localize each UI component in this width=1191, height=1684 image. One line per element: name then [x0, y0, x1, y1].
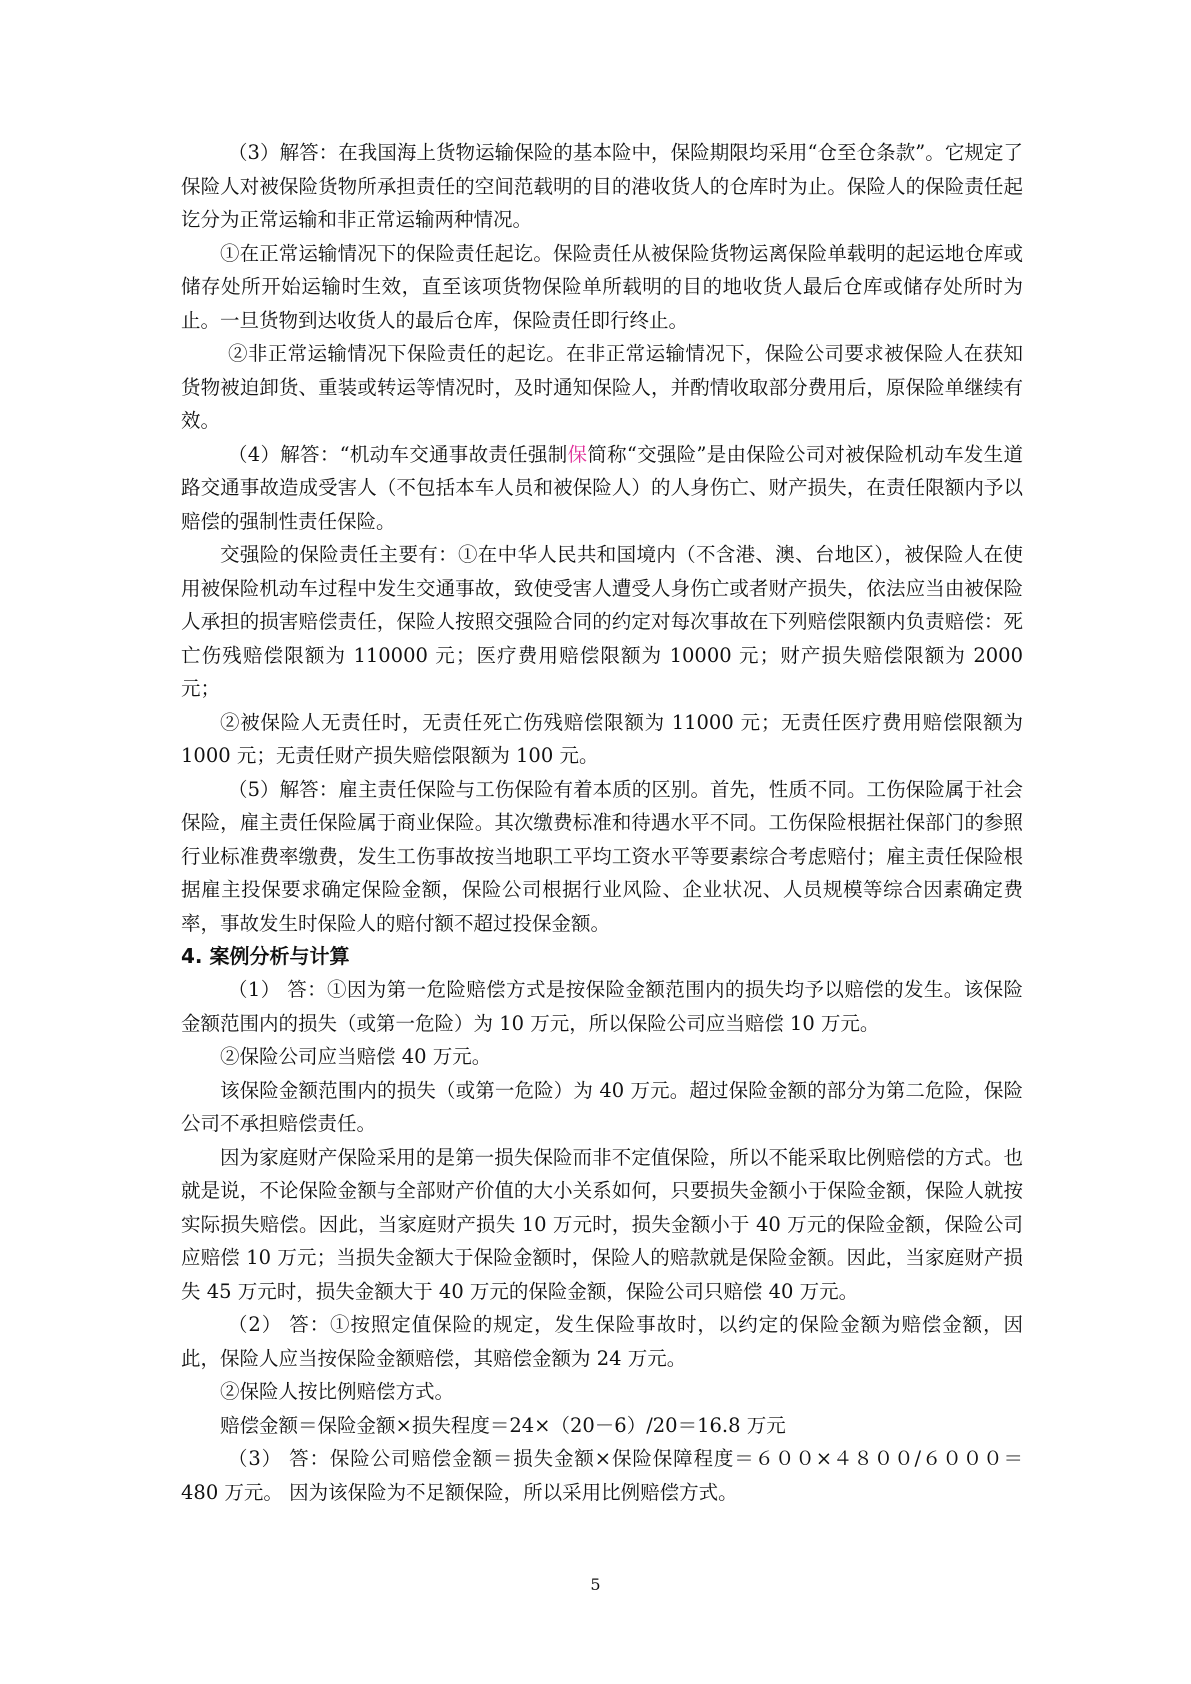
case-2-point-2: ②保险人按比例赔偿方式。 [220, 1380, 455, 1403]
paragraph-no-fault-limits: ②被保险人无责任时，无责任死亡伤残赔偿限额为 11000 元；无责任医疗费用赔偿限额为 1000 元；无责任财产损失赔偿限额为 100 元。 [181, 710, 1023, 767]
page-body [181, 136, 1023, 1509]
section-heading-case-analysis: 4. 案例分析与计算 [181, 944, 350, 968]
case-1-explanation: 该保险金额范围内的损失（或第一危险）为 40 万元。超过保险金额的部分为第二危险，保险公司不承担赔偿责任。 [181, 1078, 1023, 1135]
paragraph-4-text-b: 简称“交强险”是由保险公司对被保险机动车发生道路交通事故造成受害人（不包括本车人员和被保险人）的人身伤亡、财产损失，在责任限额内予以赔偿的强制性责任保险。 [181, 442, 1023, 533]
paragraph-5-answer: （5）解答：雇主责任保险与工伤保险有着本质的区别。首先，性质不同。工伤保险属于社会保险，雇主责任保险属于商业保险。其次缴费标准和待遇水平不同。工伤保险根据社保部门的参照行业标准费率缴费，发生工伤事故按当地职工平均工资水平等要素综合考虑赔付；雇主责任保险根据雇主投保要求确定保险金额，保险公司根据行业风险、企业状况、人员规模等综合因素确定费率，事故发生时保险人的赔付额不超过投保金额。 [181, 777, 1023, 935]
paragraph-abnormal-transport: ②非正常运输情况下保险责任的起讫。在非正常运输情况下，保险公司要求被保险人在获知货物被迫卸货、重装或转运等情况时，及时通知保险人，并酌情收取部分费用后，原保险单继续有效。 [181, 342, 1023, 432]
case-3-answer: （3） 答：保险公司赔偿金额＝损失金额×保险保障程度＝６００×４８００/６０００＝480 万元。 因为该保险为不足额保险，所以采用比例赔偿方式。 [181, 1447, 1023, 1504]
paragraph-compulsory-liability: 交强险的保险责任主要有：①在中华人民共和国境内（不含港、澳、台地区），被保险人在使用被保险机动车过程中发生交通事故，致使受害人遭受人身伤亡或者财产损失，依法应当由被保险人承担的损害赔偿责任，保险人按照交强险合同的约定对每次事故在下列赔偿限额内负责赔偿：死亡伤残赔偿限额为 110000 元；医疗费用赔偿限额为 10000 元；财产损失赔偿限额为 2000 元； [181, 543, 1023, 700]
case-1-reasoning: 因为家庭财产保险采用的是第一损失保险而非不定值保险，所以不能采取比例赔偿的方式。也就是说，不论保险金额与全部财产价值的大小关系如何，只要损失金额小于保险金额，保险人就按实际损失赔偿。因此，当家庭财产损失 10 万元时，损失金额小于 40 万元的保险金额，保险公司应赔偿 10 万元；当损失金额大于保险金额时，保险人的赔款就是保险金额。因此，当家庭财产损失 45 万元时，损失金额大于 40 万元的保险金额，保险公司只赔偿 40 万元。 [181, 1145, 1023, 1303]
case-2-formula: 赔偿金额＝保险金额×损失程度＝24×（20－6）/20＝16.8 万元 [220, 1413, 786, 1437]
paragraph-4-answer [181, 438, 1023, 539]
paragraph-normal-transport: ①在正常运输情况下的保险责任起讫。保险责任从被保险货物运离保险单载明的起运地仓库或储存处所开始运输时生效，直至该项货物保险单所载明的目的地收货人最后仓库或储存处所时为止。一旦货物到达收货人的最后仓库，保险责任即行终止。 [181, 241, 1023, 332]
case-1-answer: （1） 答：①因为第一危险赔偿方式是按保险金额范围内的损失均予以赔偿的发生。该保险金额范围内的损失（或第一危险）为 10 万元，所以保险公司应当赔偿 10 万元。 [181, 978, 1023, 1035]
paragraph-4-text-a: （4）解答：“机动车交通事故责任强制 [228, 442, 568, 466]
case-2-answer: （2） 答：①按照定值保险的规定，发生保险事故时，以约定的保险金额为赔偿金额，因此，保险人应当按保险金额赔偿，其赔偿金额为 24 万元。 [181, 1313, 1023, 1370]
paragraph-3-answer: （3）解答：在我国海上货物运输保险的基本险中，保险期限均采用“仓至仓条款”。它规定了保险人对被保险货物所承担责任的空间范载明的目的港收货人的仓库时为止。保险人的保险责任起讫分为正常运输和非正常运输两种情况。 [181, 141, 1023, 231]
highlighted-character: 保 [567, 442, 588, 466]
page-number: 5 [590, 1575, 601, 1594]
case-1-point-2: ②保险公司应当赔偿 40 万元。 [220, 1045, 492, 1068]
